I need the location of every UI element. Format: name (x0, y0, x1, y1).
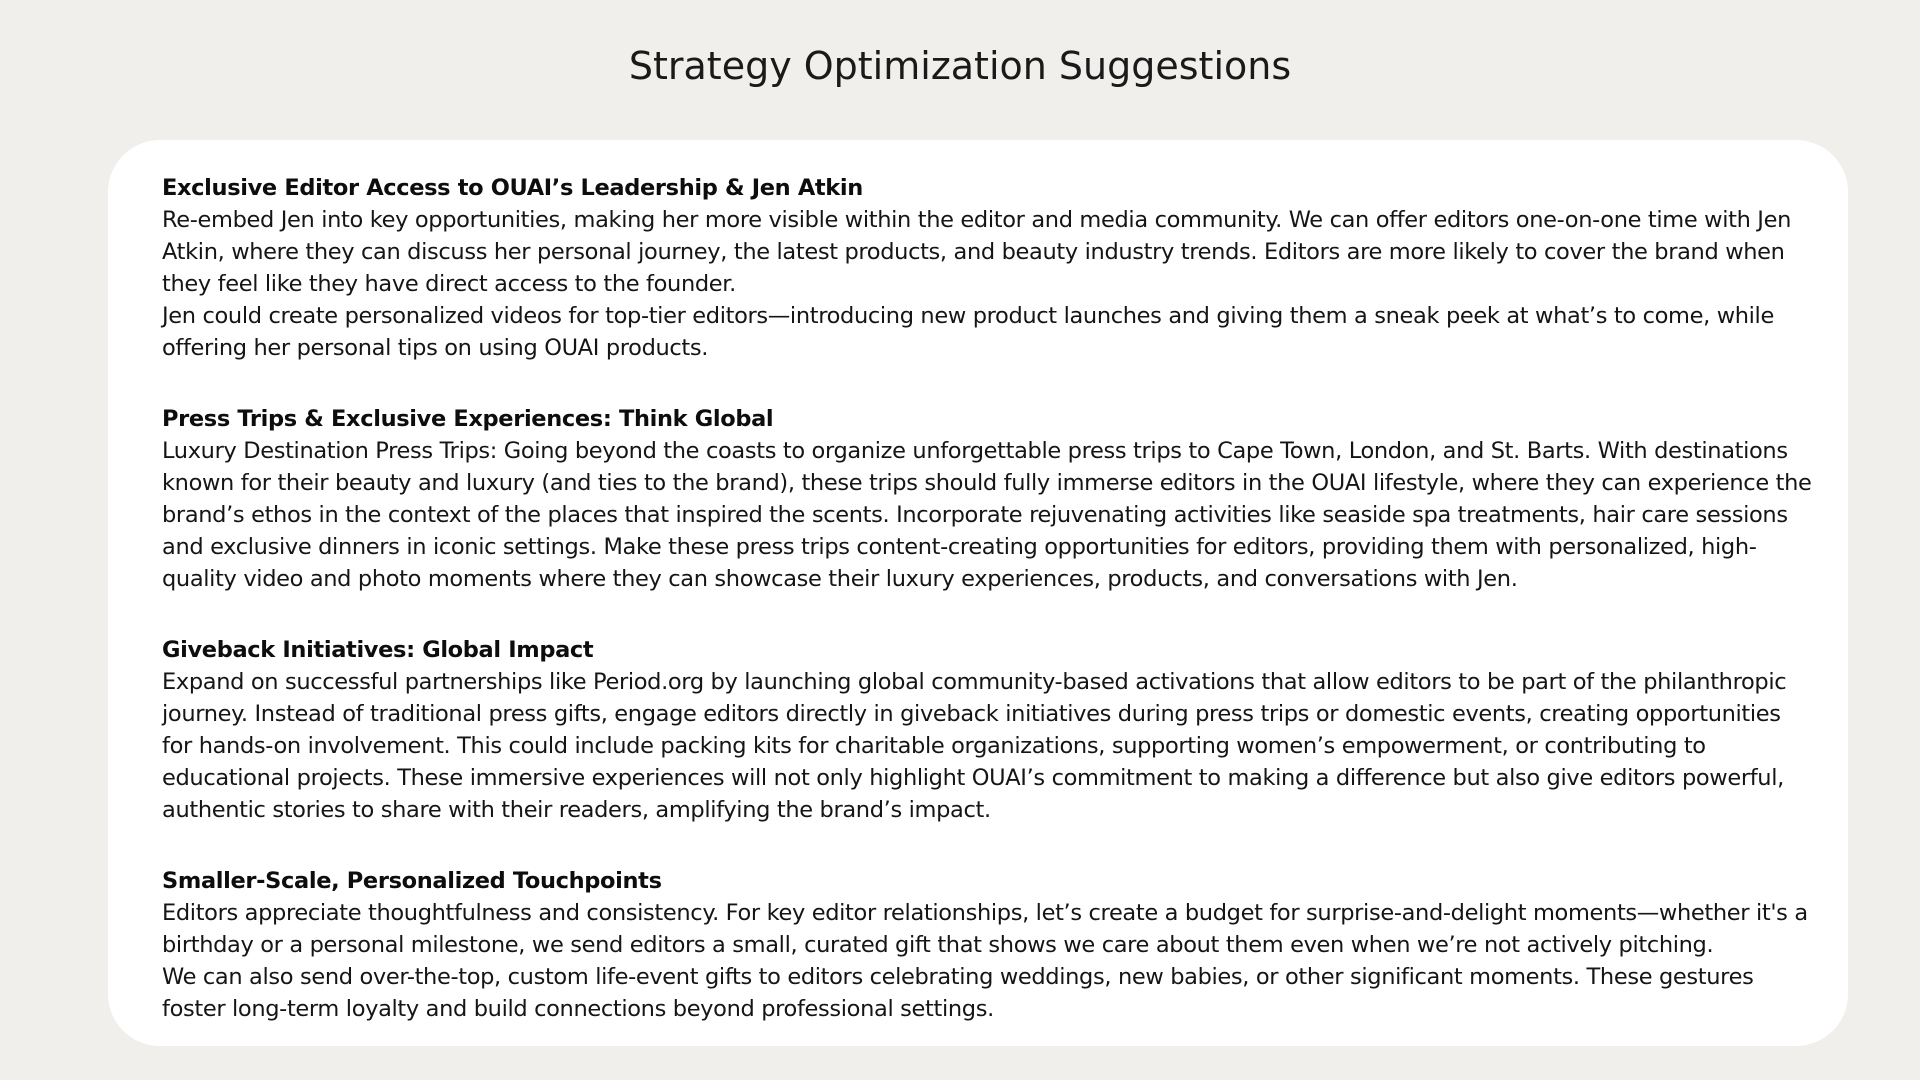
section-paragraph: Expand on successful partnerships like Period.org by launching global community-based activations that allow editors to be part of the philanthropic journey. Instead of traditional press gifts, engage editors directly in giveback initiatives during press trips or domestic events, creating opportunities for hands-on involvement. This could include packing kits for charitable organizations, supporting women’s empowerment, or contributing to educational projects. These immersive experiences will not only highlight OUAI’s commitment to making a difference but also give editors powerful, authentic stories to share with their readers, amplifying the brand’s impact. (162, 669, 1787, 823)
section-paragraph: We can also send over-the-top, custom life-event gifts to editors celebrating weddings, new babies, or other significant moments. These gestures foster long-term loyalty and build connections beyond professional settings. (162, 964, 1754, 1022)
section-heading: Exclusive Editor Access to OUAI’s Leadership & Jen Atkin (162, 175, 863, 201)
section-touchpoints (162, 865, 1812, 1025)
section-press-trips (162, 403, 1812, 595)
section-heading: Press Trips & Exclusive Experiences: Think Global (162, 406, 774, 432)
section-paragraph: Luxury Destination Press Trips: Going beyond the coasts to organize unforgettable press trips to Cape Town, London, and St. Barts. With destinations known for their beauty and luxury (and ties to the brand), these trips should fully immerse editors in the OUAI lifestyle, where they can experience the brand’s ethos in the context of the places that inspired the scents. Incorporate rejuvenating activities like seaside spa treatments, hair care sessions and exclusive dinners in iconic settings. Make these press trips content-creating opportunities for editors, providing them with personalized, high-quality video and photo moments where they can showcase their luxury experiences, products, and conversations with Jen. (162, 438, 1812, 592)
section-heading: Giveback Initiatives: Global Impact (162, 637, 594, 663)
section-paragraph: Editors appreciate thoughtfulness and consistency. For key editor relationships, let’s create a budget for surprise-and-delight moments—whether it's a birthday or a personal milestone, we send editors a small, curated gift that shows we care about them even when we’re not actively pitching. (162, 900, 1808, 958)
section-paragraph: Re-embed Jen into key opportunities, making her more visible within the editor and media community. We can offer editors one-on-one time with Jen Atkin, where they can discuss her personal journey, the latest products, and beauty industry trends. Editors are more likely to cover the brand when they feel like they have direct access to the founder. (162, 207, 1791, 297)
section-editor-access (162, 172, 1812, 364)
page-title: Strategy Optimization Suggestions (628, 44, 1292, 88)
section-paragraph: Jen could create personalized videos for top-tier editors—introducing new product launches and giving them a sneak peek at what’s to come, while offering her personal tips on using OUAI products. (162, 303, 1774, 361)
section-heading: Smaller-Scale, Personalized Touchpoints (162, 868, 662, 894)
section-giveback (162, 634, 1812, 826)
content-card (108, 140, 1848, 1046)
